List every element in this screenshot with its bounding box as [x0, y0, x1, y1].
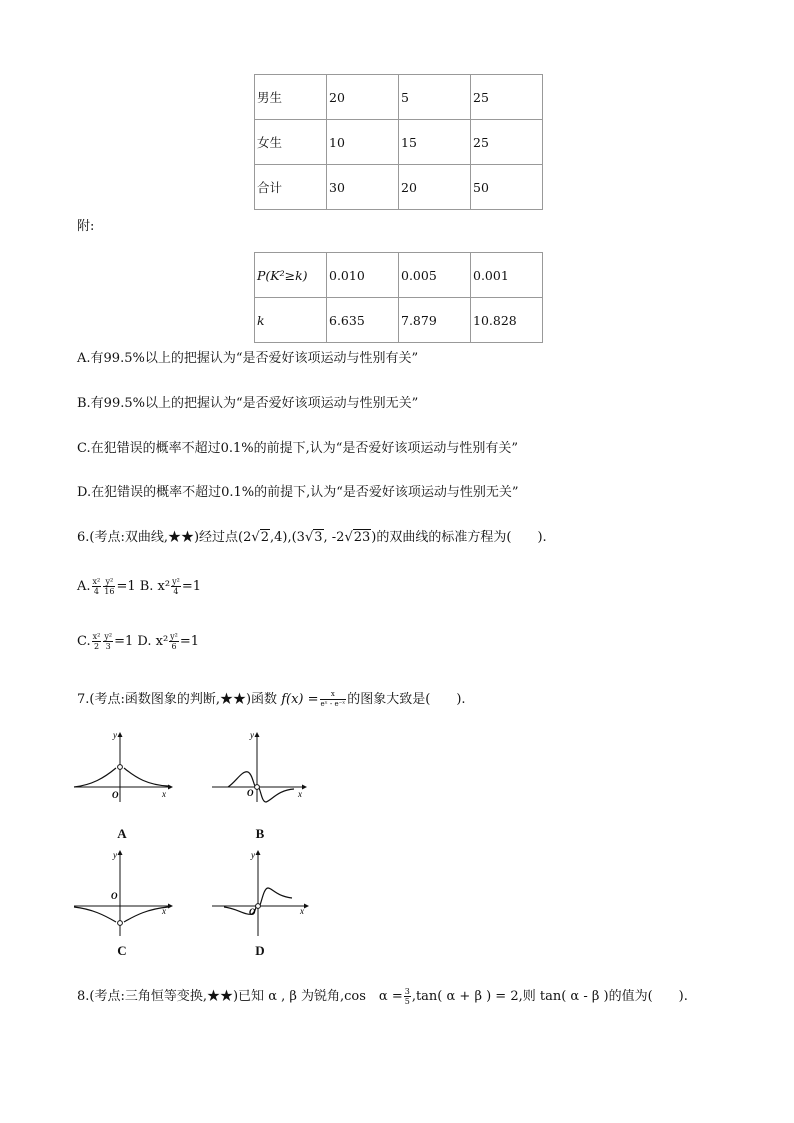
- option-c: C.在犯错误的概率不超过0.1%的前提下,认为“是否爱好该项运动与性别有关”: [77, 441, 519, 456]
- fraction: $\frac{\text{y²}}{3}$: [104, 632, 113, 651]
- graph-label: A: [117, 826, 127, 841]
- q6-options-ab: A. $\frac{\text{x²}}{4}$ $\frac{\text{y²}}{16}$ =1 B. x² $\frac{\text{y²}}{4}$ =1: [77, 577, 202, 596]
- q6-suffix: )的双曲线的标准方程为( ).: [371, 530, 547, 545]
- axis-label: x: [162, 906, 166, 916]
- graph-a: [72, 730, 176, 805]
- q6-prefix: 6.(考点:双曲线,★★)经过点(2: [77, 530, 252, 545]
- axis-label: x: [162, 789, 166, 799]
- axis-label: x: [300, 906, 304, 916]
- axis-label: y: [113, 850, 117, 860]
- table-cell: 30: [327, 165, 399, 210]
- option-a: A.有99.5%以上的把握认为“是否爱好该项运动与性别有关”: [77, 351, 419, 366]
- option-b: B.有99.5%以上的把握认为“是否爱好该项运动与性别无关”: [77, 396, 419, 411]
- origin-label: O: [111, 891, 118, 901]
- table-cell: 5: [399, 75, 471, 120]
- table-cell: 合计: [255, 165, 327, 210]
- axis-label: x: [298, 789, 302, 799]
- graph-label: B: [255, 826, 265, 841]
- origin-label: O: [247, 788, 254, 798]
- sqrt-expression: √23: [344, 530, 371, 545]
- table-cell: 10.828: [471, 298, 543, 343]
- table-cell: 25: [471, 75, 543, 120]
- table-cell: k: [255, 298, 327, 343]
- sqrt-expression: √3: [304, 530, 323, 545]
- critical-value-table: [254, 252, 543, 343]
- table-row: [255, 165, 543, 210]
- fraction: $\frac{\text{y²}}{4}$: [172, 577, 180, 596]
- table-row: [255, 253, 543, 298]
- fraction: $\frac{\text{x²}}{4}$: [92, 577, 101, 596]
- origin-label: O: [112, 790, 119, 800]
- table-row: [255, 298, 543, 343]
- axis-label: y: [251, 850, 255, 860]
- q6-options-cd: C. $\frac{\text{x²}}{2}$ $\frac{\text{y²}}{3}$ =1 D. x² $\frac{\text{y²}}{6}$ =1: [77, 632, 200, 651]
- question-8: 8.(考点:三角恒等变换,★★)已知 α , β 为锐角,cos α = $\frac{3}{5}$ ,tan( α + β ) = 2,则 tan( α - β )的值为( ).: [77, 987, 688, 1006]
- graph-d: [210, 848, 314, 938]
- option-d: D.在犯错误的概率不超过0.1%的前提下,认为“是否爱好该项运动与性别无关”: [77, 485, 519, 500]
- graph-label: D: [255, 943, 265, 958]
- graph-c: [72, 848, 176, 938]
- table-cell: 0.001: [471, 253, 543, 298]
- table-cell: 女生: [255, 120, 327, 165]
- fraction: $\frac{\text{x²}}{2}$: [92, 632, 101, 651]
- table-cell: 男生: [255, 75, 327, 120]
- appendix-label: 附:: [77, 219, 95, 234]
- table-cell: 20: [327, 75, 399, 120]
- question-7: 7.(考点:函数图象的判断,★★)函数 f(x) = $\frac{x}{\text{eˣ - e⁻ˣ}}$ 的图象大致是( ).: [77, 690, 466, 708]
- fraction: $\frac{\text{y²}}{16}$: [104, 577, 115, 596]
- table-cell: 10: [327, 120, 399, 165]
- fraction: $\frac{3}{5}$: [404, 987, 410, 1006]
- table-row: [255, 120, 543, 165]
- origin-label: O: [249, 907, 256, 917]
- table-cell: P(K²≥k): [255, 253, 327, 298]
- axis-label: y: [113, 730, 117, 740]
- table-row: [255, 75, 543, 120]
- graph-b: [210, 730, 314, 805]
- question-6: 6.(考点:双曲线,★★)经过点(2√2,4),(3√3, -2√23)的双曲线的标准方程为( ).: [77, 530, 547, 545]
- contingency-table: [254, 74, 543, 210]
- table-cell: 50: [471, 165, 543, 210]
- table-cell: 15: [399, 120, 471, 165]
- fraction: $\frac{x}{\text{eˣ - e⁻ˣ}}$: [320, 690, 346, 708]
- axis-label: y: [250, 730, 254, 740]
- table-cell: 20: [399, 165, 471, 210]
- sqrt-expression: √2: [251, 530, 269, 545]
- table-cell: 25: [471, 120, 543, 165]
- table-cell: 0.005: [399, 253, 471, 298]
- table-cell: 6.635: [327, 298, 399, 343]
- table-cell: 0.010: [327, 253, 399, 298]
- fraction: $\frac{\text{y²}}{6}$: [170, 632, 178, 651]
- graph-label: C: [117, 943, 127, 958]
- table-cell: 7.879: [399, 298, 471, 343]
